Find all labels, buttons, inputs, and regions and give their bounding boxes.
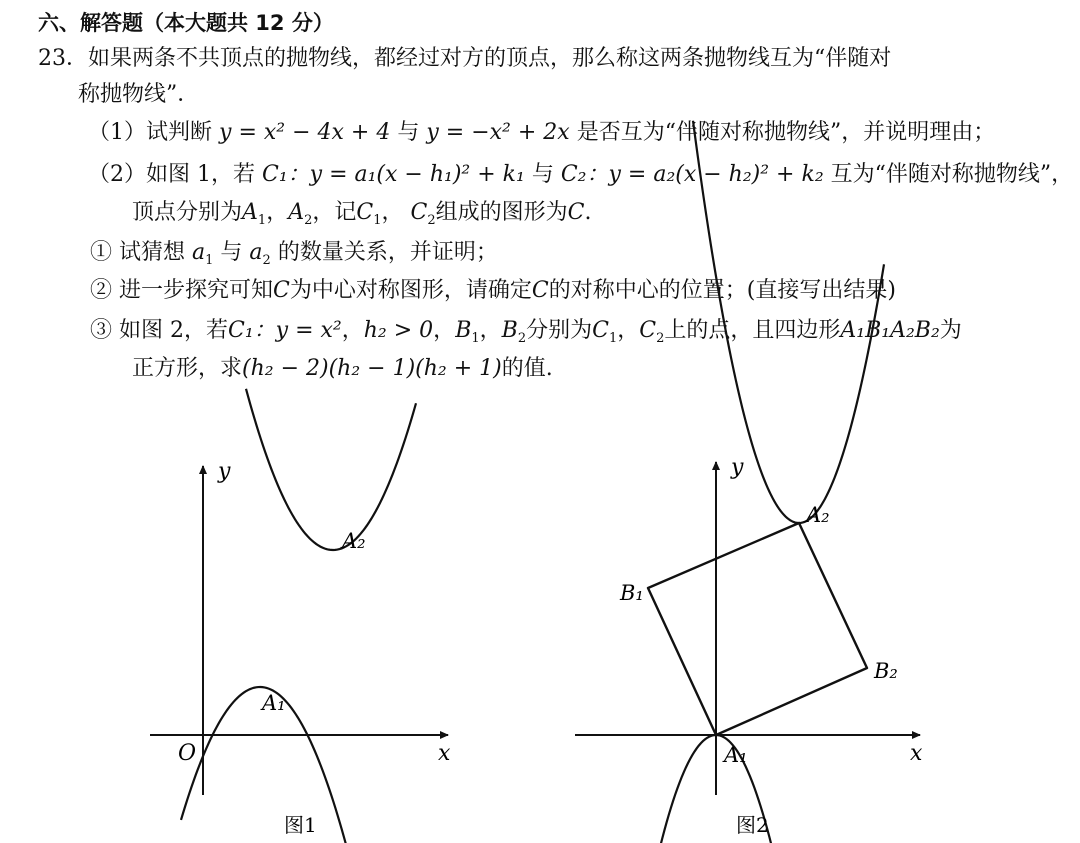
q2-line2-text-a: 顶点分别为 — [132, 200, 243, 225]
point-b1: $B_1$ — [455, 318, 480, 346]
sub3-marker: ③ — [90, 318, 113, 343]
question-2-line-2: 顶点分别为$A_1$，$A_2$，记$C_1$， $C_2$组成的图形为C. — [132, 200, 592, 228]
sub3-text-b: 分别为 — [526, 318, 593, 343]
figure-c: C — [567, 200, 585, 225]
q2-line2-text-c: 组成的图形为 — [435, 200, 568, 225]
curve-c1: $C_1$ — [356, 200, 382, 228]
q2-text-c: 互为“伴随对称抛物线”， — [830, 162, 1074, 187]
figure-2-square — [648, 523, 867, 735]
section-title: 六、解答题（本大题共 12 分） — [38, 11, 334, 35]
q2-c2-definition: C₂：y = a₂(x − h₂)² + k₂ — [560, 162, 824, 187]
sub1-text-a: 试猜想 — [119, 240, 186, 265]
vertex-a2: $A_2$ — [288, 200, 313, 228]
coefficient-a2: $a_2$ — [242, 240, 271, 268]
q1-text-a: 试判断 — [146, 120, 213, 145]
coefficient-a1: $a_1$ — [185, 240, 214, 268]
sub2-text-c: 的对称中心的位置；(直接写出结果) — [548, 278, 896, 303]
figure-1-caption: 图1 — [284, 813, 317, 837]
figure-2-a2-label: A₂ — [806, 503, 830, 527]
figure-2-parabola-c2 — [693, 121, 884, 523]
figure-1-y-label: y — [218, 459, 231, 484]
figure-1 — [150, 389, 451, 843]
figure-1-origin-label: O — [178, 741, 197, 766]
q1-label: （1） — [88, 120, 146, 145]
q2-label: （2） — [88, 162, 146, 187]
sub1-text-c: 的数量关系，并证明； — [277, 240, 498, 265]
curve-c1-ref: $C_1$ — [592, 318, 618, 346]
point-b2: $B_2$ — [501, 318, 527, 346]
sub3-text-a: 如图 2，若 — [119, 318, 229, 343]
figure-2-y-label: y — [731, 455, 744, 480]
q2-c1-definition: C₁：y = a₁(x − h₁)² + k₁ — [262, 162, 525, 187]
problem-intro-text-2: 称抛物线”． — [78, 82, 200, 107]
q1-equation-b: y = −x² + 2x — [426, 120, 570, 145]
sub2-marker: ② — [90, 278, 113, 303]
figure-1-parabola-c2 — [246, 389, 416, 550]
sub3-line2-text-b: 的值. — [501, 356, 553, 381]
q2-text-a: 如图 1，若 — [146, 162, 255, 187]
curve-c2: $C_2$ — [410, 200, 436, 228]
q2-text-b: 与 — [531, 162, 554, 187]
square-name: A₁B₁A₂B₂ — [840, 318, 940, 343]
figure-2-b2-label: B₂ — [874, 659, 898, 683]
sub2-text-a: 进一步探究可知 — [119, 278, 274, 303]
figure-c-ref-1: C — [273, 278, 290, 303]
sub3-condition: h₂ > 0 — [363, 318, 434, 343]
figure-c-ref-2: C — [531, 278, 549, 303]
figure-2 — [575, 121, 923, 843]
sub3-text-c: 上的点，且四边形 — [664, 318, 841, 343]
q1-equation-a: y = x² − 4x + 4 — [219, 120, 391, 145]
problem-number: 23． — [38, 46, 88, 71]
figure-1-x-label: x — [438, 741, 451, 766]
figure-2-a1-label: A₁ — [724, 743, 748, 767]
sub3-text-d: 为 — [939, 318, 962, 343]
sub-question-3-line-1: ③ 如图 2，若C₁：y = x²，h₂ > 0，$B_1$，$B_2$分别为$C_1$，$C_2$上的点，且四边形A₁B₁A₂B₂为 — [90, 318, 962, 346]
sub3-line2-text-a: 正方形，求 — [132, 356, 243, 381]
sub3-expression: (h₂ − 2)(h₂ − 1)(h₂ + 1) — [242, 356, 502, 381]
curve-c2-ref: $C_2$ — [639, 318, 665, 346]
sub3-c1-definition: C₁：y = x² — [228, 318, 342, 343]
sub2-text-b: 为中心对称图形，请确定 — [289, 278, 532, 303]
figure-1-a2-label: A₂ — [342, 529, 366, 553]
figure-2-caption: 图2 — [736, 813, 769, 837]
figure-1-a1-label: A₁ — [262, 691, 286, 715]
vertex-a1: $A_1$ — [242, 200, 267, 228]
sub1-marker: ① — [90, 240, 113, 265]
figure-2-x-label: x — [910, 741, 923, 766]
sub1-text-b: 与 — [220, 240, 243, 265]
problem-intro-text-1: 如果两条不共顶点的抛物线，都经过对方的顶点，那么称这两条抛物线互为“伴随对 — [88, 46, 892, 71]
figure-2-b1-label: B₁ — [620, 581, 644, 605]
q1-text-c: 是否互为“伴随对称抛物线”，并说明理由； — [576, 120, 996, 145]
q1-text-b: 与 — [397, 120, 420, 145]
q2-line2-text-b: ，记 — [312, 200, 357, 225]
